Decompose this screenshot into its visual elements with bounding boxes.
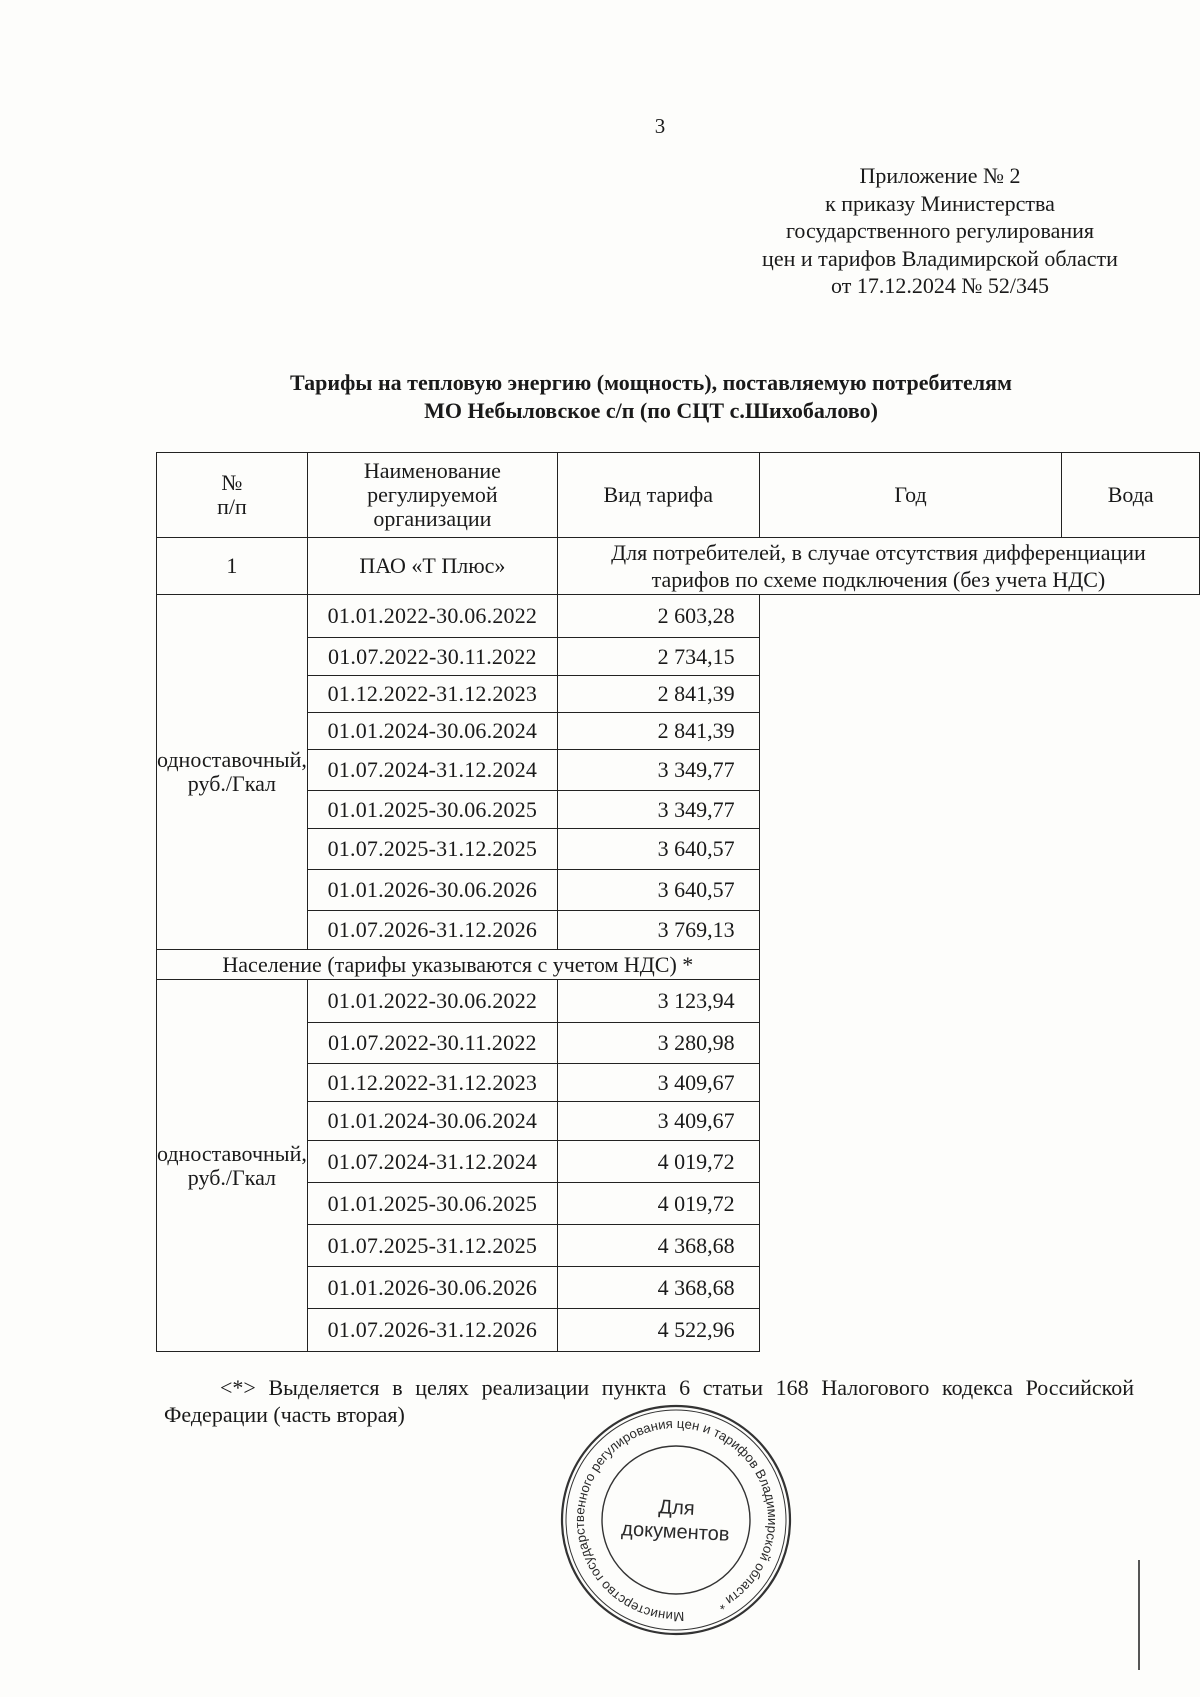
row-number: 1 — [157, 538, 308, 595]
period-cell: 01.01.2026-30.06.2026 — [307, 870, 557, 911]
period-cell: 01.07.2025-31.12.2025 — [307, 1225, 557, 1267]
period-cell: 01.01.2024-30.06.2024 — [307, 1102, 557, 1141]
appendix-line: цен и тарифов Владимирской области — [762, 245, 1118, 271]
water-value-cell: 4 019,72 — [557, 1183, 759, 1225]
water-value-cell: 3 640,57 — [557, 829, 759, 870]
table-row — [157, 1225, 1200, 1267]
period-cell: 01.07.2025-31.12.2025 — [307, 829, 557, 870]
header-num: № п/п — [157, 453, 308, 538]
period-cell: 01.07.2024-31.12.2024 — [307, 1141, 557, 1183]
title-line-2: МО Небыловское с/п (по СЦТ с.Шихобалово) — [424, 398, 878, 423]
table-row — [157, 676, 1200, 713]
table-row — [157, 1309, 1200, 1352]
seal-ring-text: Министерство государственного регулирования цен и тарифов Владимирской области * — [571, 1415, 781, 1625]
footnote: <*> Выделяется в целях реализации пункта 6 статьи 168 Налогового кодекса Российской Федерации (часть вторая) — [164, 1375, 1134, 1427]
seal-center: Для документов — [620, 1496, 730, 1546]
water-value-cell: 2 841,39 — [557, 676, 759, 713]
appendix-line: к приказу Министерства — [825, 190, 1055, 216]
water-value-cell: 3 349,77 — [557, 750, 759, 791]
tariff-type-cell: одноставочный, руб./Гкал — [157, 980, 308, 1352]
water-value-cell: 3 349,77 — [557, 791, 759, 829]
water-value-cell: 2 734,15 — [557, 638, 759, 676]
official-seal — [556, 1400, 796, 1640]
period-cell: 01.01.2026-30.06.2026 — [307, 1267, 557, 1309]
section-body — [157, 595, 1200, 950]
appendix-line: Приложение № 2 — [859, 163, 1021, 188]
header-tariff-type: Вид тарифа — [557, 453, 759, 538]
section-row — [157, 950, 1200, 980]
tariff-type-cell: одноставочный, руб./Гкал — [157, 595, 308, 950]
table-row — [157, 750, 1200, 791]
water-value-cell: 3 123,94 — [557, 980, 759, 1023]
table-row — [157, 1183, 1200, 1225]
water-value-cell: 3 409,67 — [557, 1064, 759, 1102]
appendix-line: от 17.12.2024 № 52/345 — [831, 273, 1049, 298]
period-cell: 01.01.2025-30.06.2025 — [307, 1183, 557, 1225]
section-title: Население (тарифы указываются с учетом НДС) * — [157, 950, 760, 980]
water-value-cell: 3 280,98 — [557, 1023, 759, 1064]
table-row — [157, 911, 1200, 950]
water-value-cell: 4 368,68 — [557, 1267, 759, 1309]
period-cell: 01.07.2022-30.11.2022 — [307, 1023, 557, 1064]
table-row — [157, 1267, 1200, 1309]
tariff-table — [156, 452, 1200, 1352]
period-cell: 01.12.2022-31.12.2023 — [307, 1064, 557, 1102]
water-value-cell: 4 019,72 — [557, 1141, 759, 1183]
header-water: Вода — [1062, 453, 1200, 538]
section-title: Для потребителей, в случае отсутствия дифференциации тарифов по схеме подключения (без учета НДС) — [557, 538, 1199, 595]
period-cell: 01.01.2024-30.06.2024 — [307, 713, 557, 750]
table-row — [157, 595, 1200, 638]
period-cell: 01.01.2025-30.06.2025 — [307, 791, 557, 829]
table-row — [157, 980, 1200, 1023]
period-cell: 01.07.2024-31.12.2024 — [307, 750, 557, 791]
water-value-cell: 4 522,96 — [557, 1309, 759, 1352]
water-value-cell: 3 640,57 — [557, 870, 759, 911]
section-body — [157, 980, 1200, 1352]
header-year: Год — [759, 453, 1062, 538]
period-cell: 01.07.2022-30.11.2022 — [307, 638, 557, 676]
table-row — [157, 1102, 1200, 1141]
table-row — [157, 791, 1200, 829]
table-row — [157, 870, 1200, 911]
table-row — [157, 638, 1200, 676]
period-cell: 01.01.2022-30.06.2022 — [307, 595, 557, 638]
table-row — [157, 1023, 1200, 1064]
page-number: 3 — [654, 114, 666, 138]
period-cell: 01.07.2026-31.12.2026 — [307, 911, 557, 950]
water-value-cell: 3 409,67 — [557, 1102, 759, 1141]
water-value-cell: 2 841,39 — [557, 713, 759, 750]
water-value-cell: 4 368,68 — [557, 1225, 759, 1267]
table-header-row — [157, 453, 1200, 538]
water-value-cell: 3 769,13 — [557, 911, 759, 950]
organization-name: ПАО «Т Плюс» — [307, 538, 557, 595]
header-organization: Наименование регулируемой организации — [307, 453, 557, 538]
period-cell: 01.12.2022-31.12.2023 — [307, 676, 557, 713]
document-title — [156, 369, 1146, 425]
section-row — [157, 538, 1200, 595]
title-line-1: Тарифы на тепловую энергию (мощность), поставляемую потребителям — [290, 370, 1012, 395]
period-cell: 01.07.2026-31.12.2026 — [307, 1309, 557, 1352]
period-cell: 01.01.2022-30.06.2022 — [307, 980, 557, 1023]
table-row — [157, 829, 1200, 870]
table-row — [157, 1064, 1200, 1102]
table-row — [157, 1141, 1200, 1183]
appendix-line: государственного регулирования — [785, 218, 1095, 243]
table-row — [157, 713, 1200, 750]
margin-mark — [1138, 1560, 1140, 1670]
water-value-cell: 2 603,28 — [557, 595, 759, 638]
appendix-block — [700, 162, 1180, 300]
